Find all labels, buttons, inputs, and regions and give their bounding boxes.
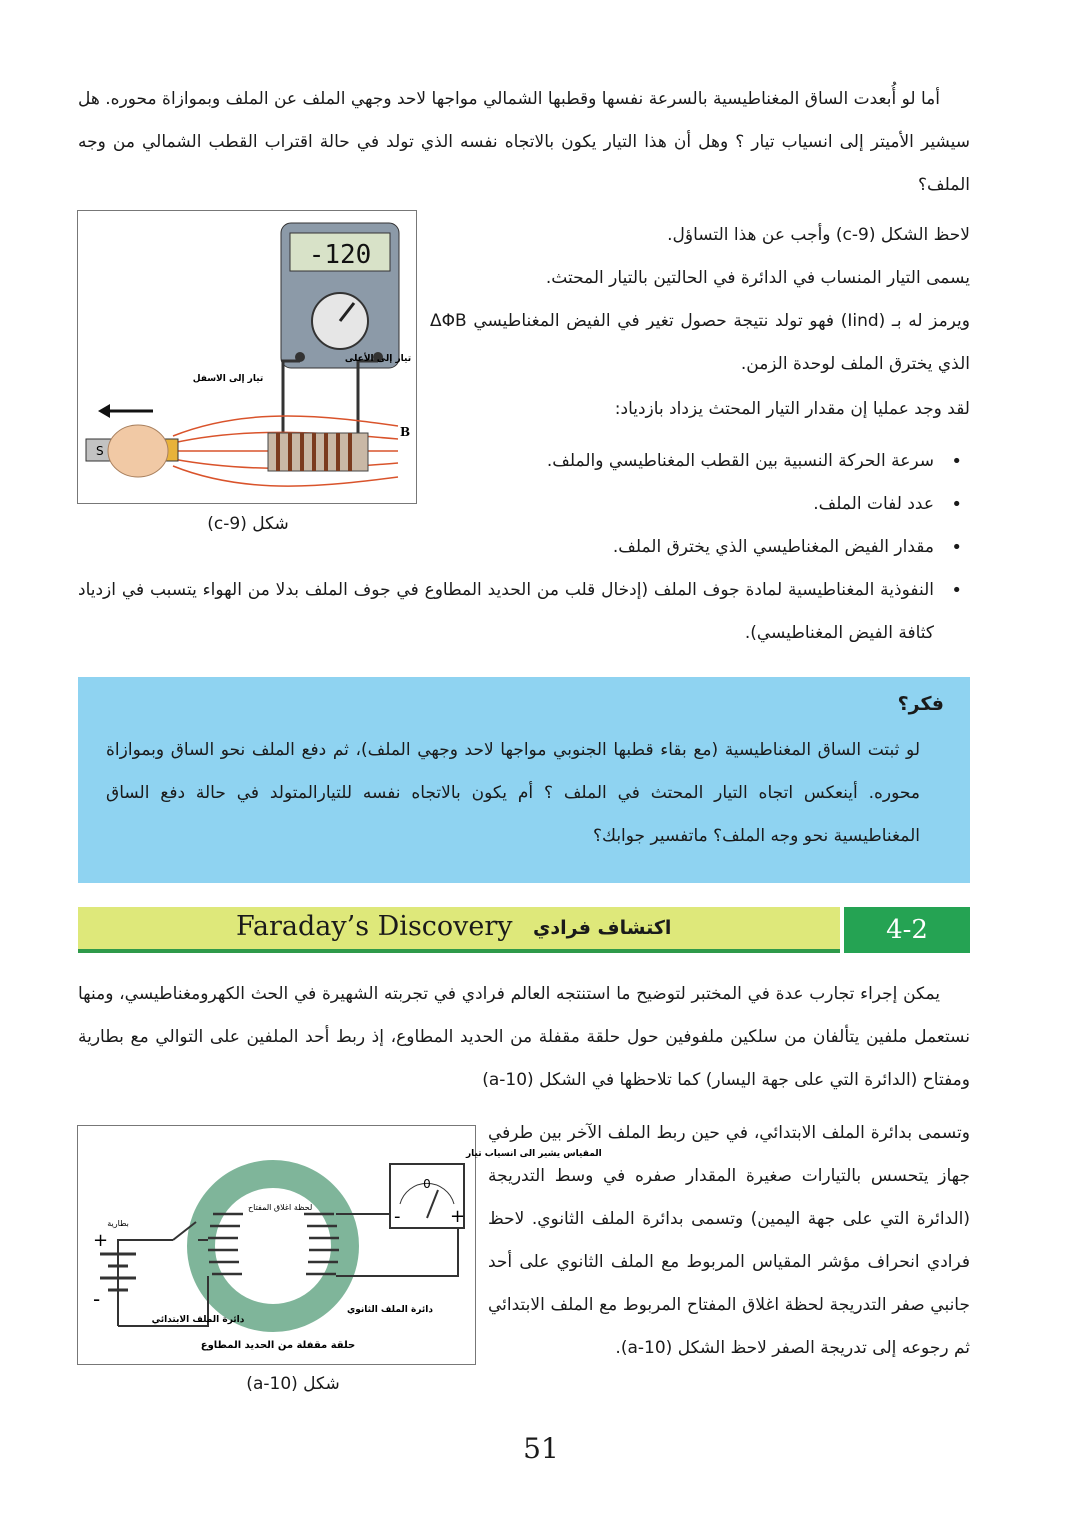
think-box [78, 677, 970, 883]
pole-s-label: S [96, 444, 104, 458]
label-battery: بطارية [107, 1219, 129, 1228]
label-switch: لحظة اغلاق المفتاح [248, 1203, 313, 1212]
page-number: 51 [523, 1432, 559, 1465]
label-current-down: تيار إلى الاسفل [192, 374, 264, 384]
figure-10a-caption: شكل (10-a) [246, 1374, 340, 1394]
meter-reading: -120 [308, 240, 372, 270]
section-number: 4-2 [844, 907, 970, 953]
bullet-item: • مقدار الفيض المغناطيسي الذي يخترق الملف. [78, 526, 970, 569]
bullet-item: • عدد لفات الملف. [78, 483, 970, 526]
section-header [78, 907, 970, 953]
faraday-ring-circuit [78, 1126, 602, 1364]
intro-paragraph: أما لو أُبعدت الساق المغناطيسية بالسرعة نفسها وقطبها الشمالي مواجها لاحد وجهي الملف عن الملف وبموازاة محوره. هل سيشير الأميتر إلى انسياب تيار ؟ وهل أن هذا التيار يكون بالاتجاه نفسه الذي تولد في حالة اقتراب القطب الشمالي من وجه الملف؟ [78, 89, 970, 195]
section-title-bar [78, 907, 840, 953]
right-line-3: ويرمز له بـ (Iind) فهو تولد نتيجة حصول تغير في الفيض المغناطيسي ΔΦB الذي يخترق الملف لوحدة الزمن. [430, 311, 970, 374]
figure-10a [77, 1125, 602, 1365]
label-meter: المقياس يشير الى انسياب تيار [466, 1149, 602, 1159]
right-line-1: لاحظ الشكل (9-c) وأجب عن هذا التساؤل. [667, 225, 970, 245]
label-secondary-circuit: دائرة الملف الثانوي [347, 1305, 433, 1315]
section-title-ar: اكتشاف فرادي [533, 917, 672, 939]
think-body: لو ثبتت الساق المغناطيسية (مع بقاء قطبها الجنوبي مواجها لاحد وجهي الملف)، ثم دفع الملف نحو الساق وبموازاة محوره. أينعكس اتجاه التيار المحتث في الملف ؟ أم يكون بالاتجاه نفسه للتيارالمتولد في حالة دفع الساق المغناطيسية نحو وجه الملف؟ ماتفسير جوابك؟ [106, 740, 920, 846]
label-current-up: تيار إلى الأعلى [344, 354, 412, 364]
field-label-b: B [400, 425, 411, 439]
bullet-item: • النفوذية المغناطيسية لمادة جوف الملف (إدخال قلب من الحديد المطاوع في جوف الملف بدلا من الهواء يتسبب في ازدياد كثافة الفيض المغناطيسي). [78, 569, 970, 655]
think-title: فكر؟ [897, 693, 944, 715]
section-title-en: Faraday’s Discovery [236, 911, 513, 942]
label-primary-circuit: دائرة الملف الابتدائي [151, 1315, 245, 1325]
meter-plus: + [450, 1206, 466, 1227]
meter-zero: 0 [423, 1177, 431, 1191]
primary-secondary-paragraph: وتسمى بدائرة الملف الابتدائي، في حين ربط الملف الآخر بين طرفي جهاز يتحسس بالتيارات صغيرة المقدار صفره في وسط التدريجة (الدائرة التي على جهة اليمين) وتسمى بدائرة الملف الثانوي. لاحظ فرادي انحراف مؤشر المقياس المربوط مع الملف الثانوي على أحد جانبي صفر التدريجة لحظة اغلاق المفتاح المربوط مع الملف الابتدائي ثم رجوعه إلى تدريجة الصفر لاحظ الشكل (10-a). [488, 1123, 970, 1358]
figure-9c-caption: شكل (9-c) [207, 514, 289, 534]
label-iron-ring: حلقة مقفلة من الحديد المطاوع [200, 1340, 356, 1351]
right-column-text [430, 214, 970, 431]
bullet-item: • سرعة الحركة النسبية بين القطب المغناطيسي والملف. [78, 440, 970, 483]
bullet-list [78, 440, 970, 655]
right-line-4: لقد وجد عمليا إن مقدار التيار المحتث يزداد بازدياد: [614, 399, 970, 419]
battery-minus: - [93, 1287, 101, 1311]
meter-minus: - [394, 1206, 401, 1227]
battery-plus: + [93, 1230, 109, 1251]
right-line-2: يسمى التيار المنساب في الدائرة في الحالتين بالتيار المحتث. [545, 268, 970, 288]
faraday-paragraph: يمكن إجراء تجارب عدة في المختبر لتوضيح ما استنتجه العالم فرادي في تجربته الشهيرة في الحث الكهرومغناطيسي، ومنها نستعمل ملفين يتألفان من سلكين ملفوفين حول حلقة مقفلة من الحديد المطاوع، إذ ربط أحد الملفين على التوالي مع بطارية ومفتاح (الدائرة التي على جهة اليسار) كما تلاحظها في الشكل (10-a) [78, 984, 970, 1090]
